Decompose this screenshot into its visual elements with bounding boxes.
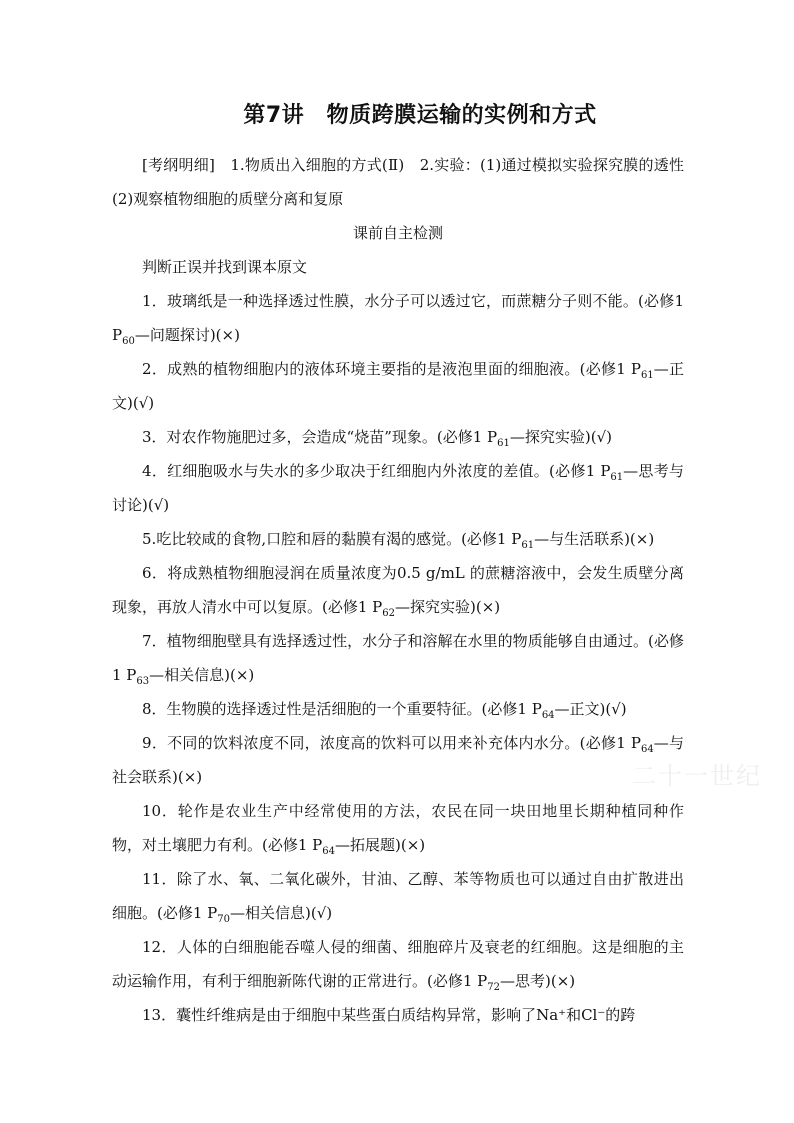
item-number: 8． <box>142 700 167 718</box>
page-subscript: 61 <box>521 540 535 551</box>
item-reference: —探究实验)(√) <box>509 428 613 446</box>
list-item <box>112 284 684 352</box>
item-text: 囊性纤维病是由于细胞中某些蛋白质结构异常，影响了Na⁺和Cl⁻的跨 <box>176 1006 636 1024</box>
page-subscript: 64 <box>541 710 555 721</box>
item-number: 10． <box>142 802 178 820</box>
item-number: 6． <box>142 564 168 582</box>
item-reference: —思考与讨论)(√) <box>112 462 684 514</box>
item-text: 对农作物施肥过多，会造成“烧苗”现象。(必修1 P <box>166 428 498 446</box>
item-number: 9． <box>142 734 168 752</box>
item-text: 吃比较咸的食物,口腔和唇的黏膜有渴的感觉。(必修1 P <box>156 530 522 548</box>
list-item <box>112 998 684 1032</box>
item-text: 不同的饮料浓度不同，浓度高的饮料可以用来补充体内水分。(必修1 P <box>167 734 641 752</box>
page-subscript: 64 <box>640 744 654 755</box>
item-number: 3． <box>142 428 167 446</box>
list-item <box>112 794 684 862</box>
page-subscript: 61 <box>640 370 654 381</box>
item-number: 5. <box>142 530 157 548</box>
item-number: 11． <box>142 870 177 888</box>
list-item <box>112 556 684 624</box>
item-reference: —正文)(√) <box>554 700 627 718</box>
item-text: 生物膜的选择透过性是活细胞的一个重要特征。(必修1 P <box>166 700 542 718</box>
item-number: 1． <box>142 292 167 310</box>
item-text: 红细胞吸水与失水的多少取决于红细胞内外浓度的差值。(必修1 P <box>167 462 611 480</box>
item-reference: —正文)(√) <box>112 360 684 412</box>
section-title: 课前自主检测 <box>352 224 443 242</box>
item-number: 13． <box>142 1006 177 1024</box>
item-reference: —与生活联系)(×) <box>534 530 655 548</box>
item-number: 4． <box>142 462 168 480</box>
page-subscript: 72 <box>487 982 500 993</box>
item-number: 12． <box>142 938 177 956</box>
outline-paragraph <box>112 148 699 216</box>
item-reference: —相关信息)(×) <box>149 666 255 684</box>
page-subscript: 62 <box>382 608 395 619</box>
item-reference: —问题探讨)(×) <box>134 326 240 344</box>
list-item <box>112 726 684 794</box>
list-item <box>112 522 684 556</box>
instruction: 判断正误并找到课本原文 <box>142 258 308 276</box>
list-item <box>112 692 684 726</box>
list-item <box>112 862 684 930</box>
list-item <box>112 930 684 998</box>
page-subscript: 64 <box>322 846 335 857</box>
outline-text: 1.物质出入细胞的方式(Ⅱ) 2.实验：(1)通过模拟实验探究膜的透性 (2)观察植物细胞的质壁分离和复原 <box>112 156 699 208</box>
item-text: 成熟的植物细胞内的液体环境主要指的是液泡里面的细胞液。(必修1 P <box>167 360 641 378</box>
item-text: 轮作是农业生产中经常使用的方法，农民在同一块田地里长期种植同种作物，对土壤肥力有利。(必修1 P <box>112 802 684 854</box>
page-subscript: 61 <box>610 472 624 483</box>
item-number: 7． <box>142 632 167 650</box>
list-item <box>112 624 684 692</box>
item-text: 人体的白细胞能吞噬人侵的细菌、细胞碎片及衰老的红细胞。这是细胞的主动运输作用，有利于细胞新陈代谢的正常进行。(必修1 P <box>112 938 684 990</box>
item-reference: —与社会联系)(×) <box>112 734 684 786</box>
page-title: 第7讲 物质跨膜运输的实例和方式 <box>243 103 597 128</box>
item-number: 2． <box>142 360 168 378</box>
item-reference: —思考)(×) <box>500 972 576 990</box>
list-item <box>112 454 684 522</box>
item-text: 将成熟植物细胞浸润在质量浓度为0.5 g/mL 的蔗糖溶液中，会发生质壁分离现象，再放人清水中可以复原。(必修1 P <box>112 564 684 616</box>
item-text: 玻璃纸是一种选择透过性膜，水分子可以透过它，而蔗糖分子则不能。(必修1 P <box>112 292 684 344</box>
page-subscript: 63 <box>136 676 150 687</box>
item-text: 植物细胞壁具有选择透过性，水分子和溶解在水里的物质能够自由通过。(必修1 P <box>112 632 685 684</box>
list-item <box>112 352 684 420</box>
item-reference: —拓展题)(×) <box>335 836 426 854</box>
page-subscript: 70 <box>217 914 230 925</box>
page-subscript: 61 <box>497 438 510 449</box>
item-reference: —相关信息)(√) <box>230 904 333 922</box>
watermark: 二十一世纪 <box>632 762 762 790</box>
outline-label: [考纲明细] <box>142 156 215 174</box>
item-reference: —探究实验)(×) <box>395 598 501 616</box>
list-item <box>112 420 684 454</box>
item-text: 除了水、氧、二氧化碳外，甘油、乙醇、苯等物质也可以通过自由扩散进出细胞。(必修1 P <box>112 870 684 922</box>
page-subscript: 60 <box>122 336 135 347</box>
